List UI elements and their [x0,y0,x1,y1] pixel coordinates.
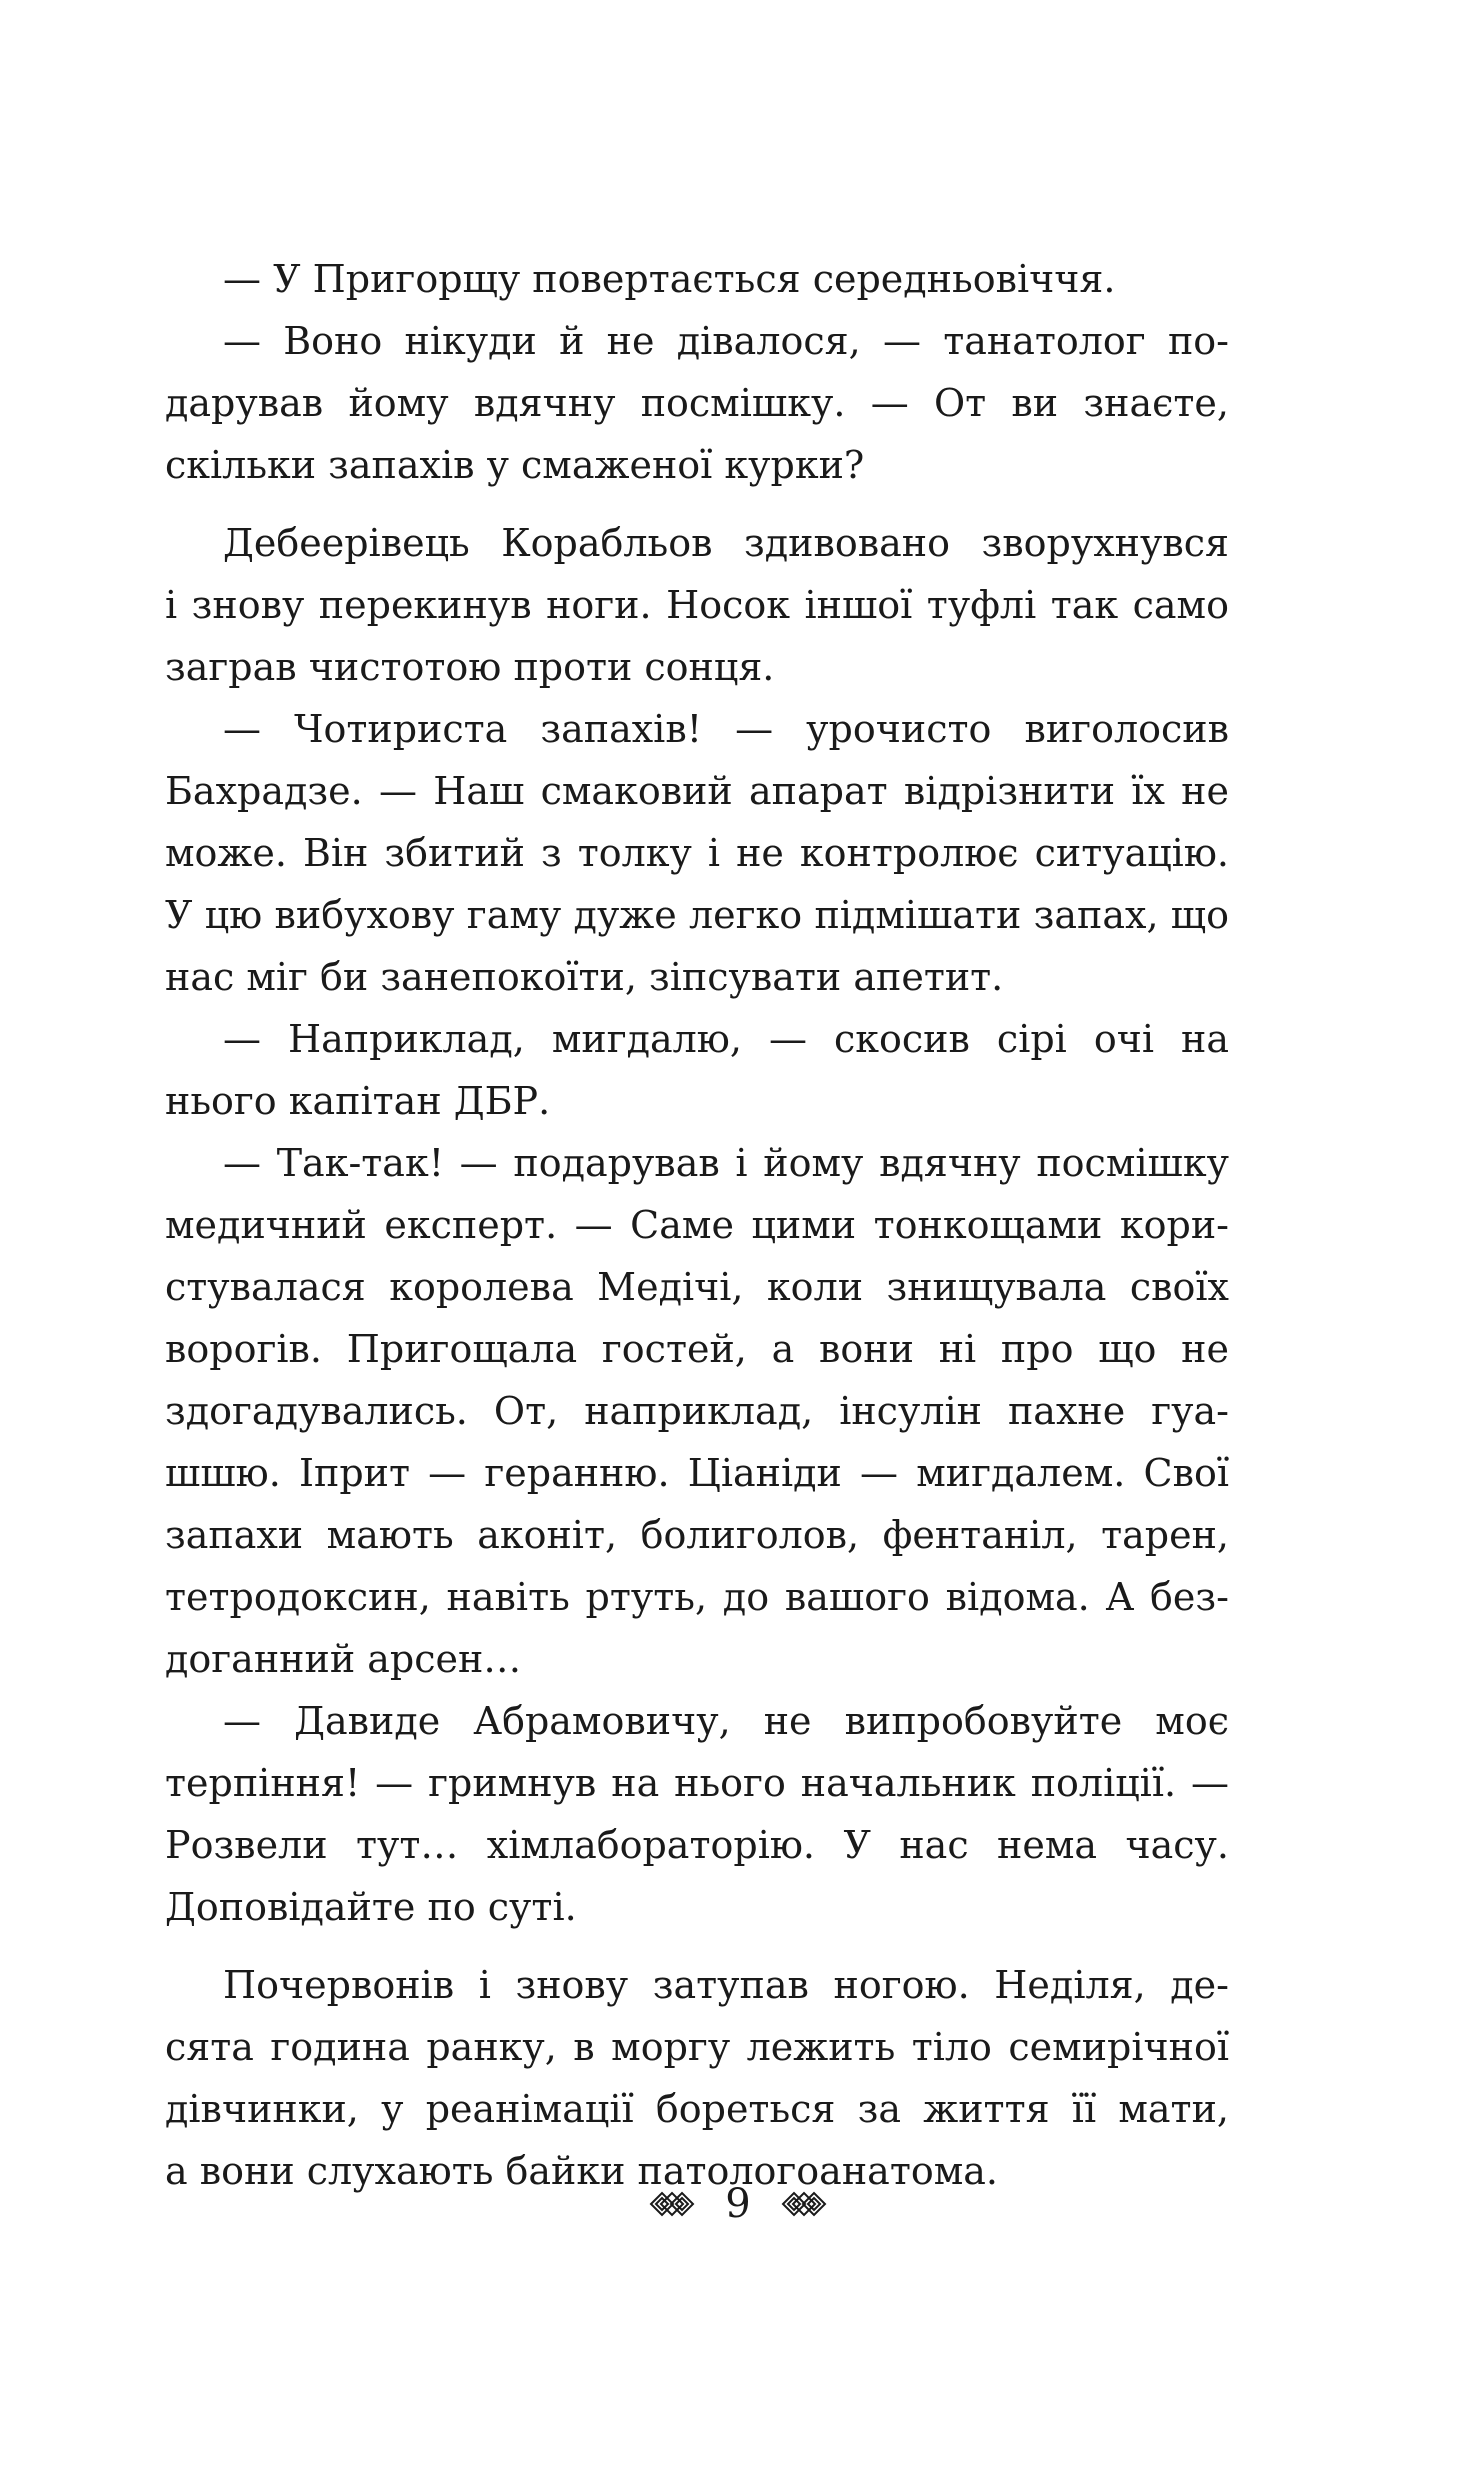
page-footer [0,2174,1476,2234]
text-line: Доповідайте по суті. [165,1885,577,1929]
text-line: доганний арсен… [165,1637,522,1681]
ornament-left-icon [649,2191,697,2217]
text-line: У цю вибухову гаму дуже легко підмішати запах, що [165,893,1229,937]
text-line: стувалася королева Медічі, коли знищувала своїх [165,1265,1229,1309]
text-line: Почервонів і знову затупав ногою. Неділя, де- [223,1963,1229,2007]
text-line: здогадувались. От, наприклад, інсулін пахне гуа- [165,1389,1229,1433]
text-line: медичний експерт. — Саме цими тонкощами кори- [165,1203,1229,1247]
text-line: Дебеерівець Корабльов здивовано зворухнувся [223,521,1229,565]
text-line: дівчинки, у реанімації бореться за життя її мати, [165,2087,1229,2131]
text-line: дарував йому вдячну посмішку. — От ви знаєте, [165,381,1229,425]
text-line: ворогів. Пригощала гостей, а вони ні про що не [165,1327,1229,1371]
text-line: Бахрадзе. — Наш смаковий апарат відрізнити їх не [165,769,1229,813]
text-line: — Чотириста запахів! — урочисто виголосив [223,707,1229,751]
text-line: запахи мають аконіт, болиголов, фентаніл, тарен, [165,1513,1229,1557]
body-text [165,248,1229,2202]
text-line: скільки запахів у смаженої курки? [165,443,865,487]
paragraph-gap [165,1938,1229,1954]
page-number: 9 [725,2181,751,2227]
paragraph-gap [165,496,1229,512]
text-line: може. Він збитий з толку і не контролює ситуацію. [165,831,1229,875]
text-line: а вони слухають байки патологоанатома. [165,2149,999,2193]
text-line: — У Пригорщу повертається середньовіччя. [223,257,1116,301]
ornament-right-icon [779,2191,827,2217]
text-line: Розвели тут… хімлабораторію. У нас нема часу. [165,1823,1229,1867]
text-line: — Наприклад, мигдалю, — скосив сірі очі на [223,1017,1229,1061]
text-line: — Так-так! — подарував і йому вдячну посмішку [223,1141,1229,1185]
text-line: шшю. Іприт — геранню. Ціаніди — мигдалем. Свої [165,1451,1229,1495]
text-line: — Давиде Абрамовичу, не випробовуйте моє [223,1699,1229,1743]
text-line: нас міг би занепокоїти, зіпсувати апетит. [165,955,1004,999]
text-line: нього капітан ДБР. [165,1079,551,1123]
text-line: і знову перекинув ноги. Носок іншої туфлі так само [165,583,1229,627]
text-line: терпіння! — гримнув на нього начальник поліції. — [165,1761,1229,1805]
text-line: заграв чистотою проти сонця. [165,645,775,689]
text-line: сята година ранку, в моргу лежить тіло семирічної [165,2025,1229,2069]
text-line: — Воно нікуди й не дівалося, — танатолог по- [223,319,1229,363]
text-line: тетродоксин, навіть ртуть, до вашого відома. А без- [165,1575,1229,1619]
